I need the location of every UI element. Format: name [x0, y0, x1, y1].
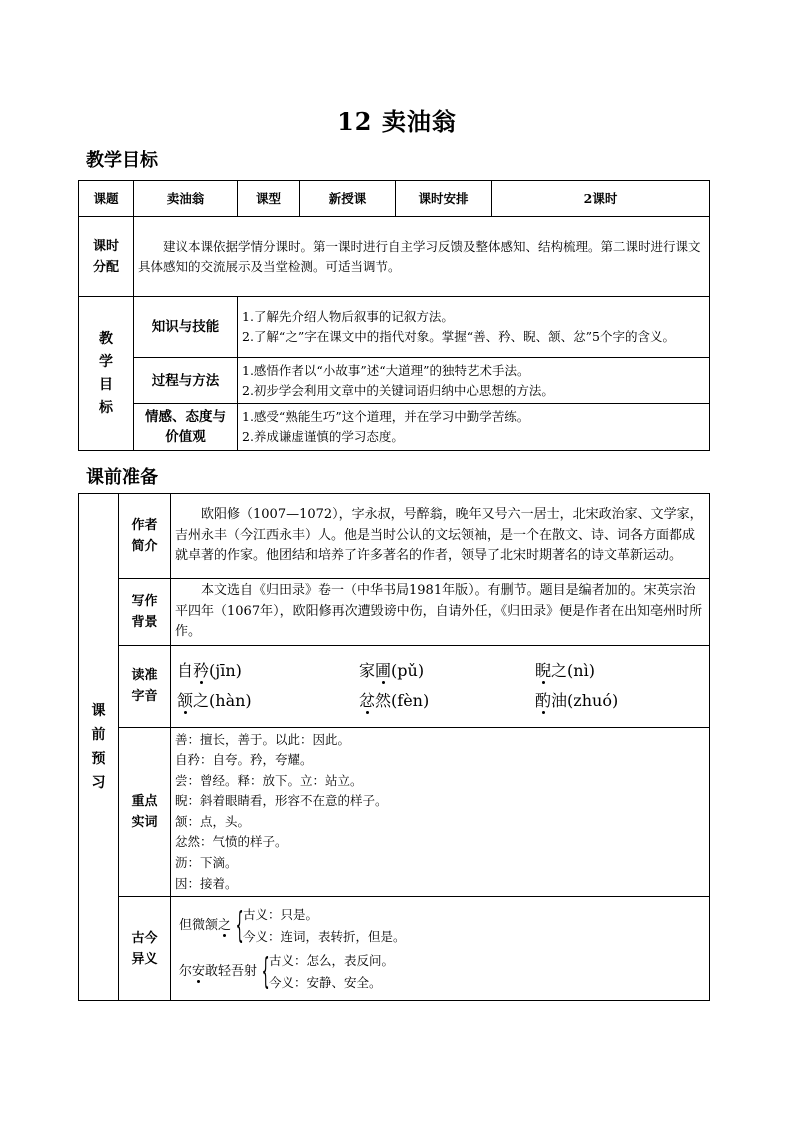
goal-attitude-item: 1.感受“熟能生巧”这个道理，并在学习中勤学苦练。: [242, 409, 530, 424]
topic-value: 卖油翁: [134, 181, 238, 217]
ancient-modern-cell: [171, 897, 710, 1001]
pronunciation-item: 自矜(jīn): [177, 661, 242, 680]
header-ancient-modern: 古今异义: [119, 897, 171, 1001]
key-word-item: 颔：点，头。: [175, 813, 251, 829]
goal-attitude-label: 情感、态度与价值观: [134, 404, 238, 451]
background-text: 本文选自《归田录》卷一（中华书局1981年版）。有删节。题目是编者加的。宋英宗治平四年（1067年），欧阳修再次遭毁谤中伤，自请外任，《归田录》便是作者在出知亳州时所作。: [171, 579, 710, 646]
lesson-type-value: 新授课: [300, 181, 396, 217]
header-background: 写作背景: [119, 579, 171, 646]
key-word-item: 尝：曾经。释：放下。立：站立。: [175, 772, 363, 788]
pronunciation-cell: [171, 645, 710, 727]
goal-knowledge-cell: [238, 297, 710, 358]
goal-attitude-item: 2.养成谦虚谨慎的学习态度。: [242, 429, 404, 444]
pronunciation-item: 颔之(hàn): [177, 691, 252, 710]
section-heading-teaching-goals: 教学目标: [86, 150, 158, 171]
pronunciation-item: 酌油(zhuó): [535, 691, 619, 710]
teaching-goals-table: [78, 180, 710, 451]
key-words-cell: [171, 727, 710, 897]
pronunciation-item: 忿然(fèn): [359, 691, 430, 710]
section-heading-preparation: 课前准备: [86, 467, 158, 488]
goal-knowledge-item: 1.了解先介绍人物后叙事的记叙方法。: [242, 309, 454, 324]
header-pronunciation: 读准字音: [119, 645, 171, 727]
key-word-item: 善：擅长，善于。以此：因此。: [175, 731, 351, 747]
brace-icon: {: [235, 904, 244, 946]
key-word-item: 睨：斜着眼睛看，形容不在意的样子。: [175, 793, 388, 809]
brace-icon: {: [261, 950, 270, 992]
goal-process-cell: [238, 358, 710, 404]
key-word-item: 因：接着。: [175, 875, 238, 891]
author-text: 欧阳修（1007—1072），字永叔，号醉翁，晚年又号六一居士，北宋政治家、文学家，吉州永丰（今江西永丰）人。他是当时公认的文坛领袖，是一个在散文、诗、词各方面都成就卓著的作家。他团结和培养了许多著名的作者，领导了北宋时期著名的诗文革新运动。: [171, 494, 710, 579]
header-topic: 课题: [79, 181, 134, 217]
pronunciation-item: 睨之(nì): [535, 661, 595, 680]
goal-knowledge-item: 2.了解“之”字在课文中的指代对象。掌握“善、矜、睨、颔、忿”5个字的含义。: [242, 329, 675, 344]
header-preview: 课前预习: [79, 494, 119, 1001]
goal-process-item: 2.初步学会利用文章中的关键词语归纳中心思想的方法。: [242, 382, 554, 398]
header-schedule: 课时安排: [396, 181, 492, 217]
header-goals: 教学目标: [79, 297, 134, 451]
goal-attitude-cell: [238, 404, 710, 451]
key-word-item: 自矜：自夸。矜，夸耀。: [175, 752, 313, 768]
goal-knowledge-label: 知识与技能: [134, 297, 238, 358]
key-word-item: 忿然：气愤的样子。: [175, 834, 288, 850]
key-word-item: 沥：下滴。: [175, 855, 238, 871]
header-lesson-type: 课型: [238, 181, 300, 217]
page-title: 12 卖油翁: [337, 107, 457, 136]
goal-process-label: 过程与方法: [134, 358, 238, 404]
preparation-table: [78, 493, 710, 1001]
header-allocation: 课时分配: [79, 217, 134, 297]
ancient-modern-item: 尔安敢轻吾射 { 古义：怎么，表反问。 今义：安静、安全。: [179, 950, 395, 992]
pronunciation-item: 家圃(pǔ): [359, 661, 425, 680]
header-key-words: 重点实词: [119, 727, 171, 897]
ancient-modern-item: 但微颔之 { 古义：只是。 今义：连词，表转折，但是。: [179, 904, 406, 946]
allocation-text: 建议本课依据学情分课时。第一课时进行自主学习反馈及整体感知、结构梳理。第二课时进行课文具体感知的交流展示及当堂检测。可适当调节。: [134, 217, 710, 297]
schedule-value: 2课时: [492, 181, 710, 217]
goal-process-item: 1.感悟作者以“小故事”述“大道理”的独特艺术手法。: [242, 362, 530, 378]
header-author: 作者简介: [119, 494, 171, 579]
